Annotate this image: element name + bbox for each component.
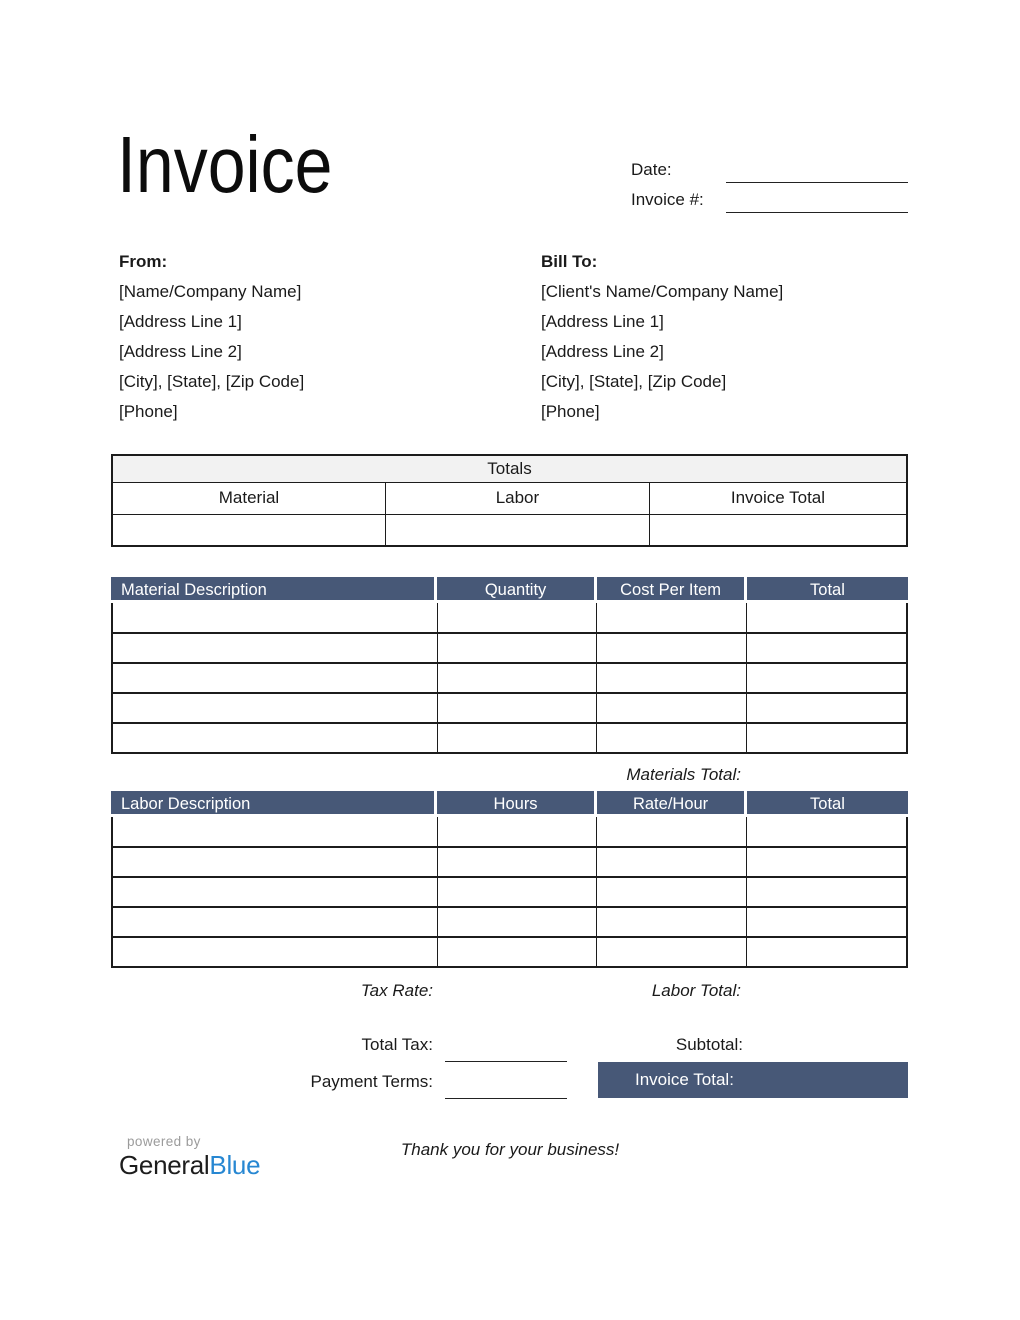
table-cell <box>746 817 907 847</box>
bill-to-line: [Address Line 1] <box>541 312 664 331</box>
table-cell <box>597 907 746 937</box>
table-cell <box>597 633 746 663</box>
from-line: [Address Line 2] <box>119 342 242 361</box>
table-cell <box>112 877 437 907</box>
totals-value-labor <box>385 514 649 546</box>
invoice-total-bar <box>598 1062 908 1098</box>
from-line: [City], [State], [Zip Code] <box>119 372 305 391</box>
totals-table <box>111 454 908 547</box>
total-tax-line <box>445 1061 567 1062</box>
table-cell <box>437 663 597 693</box>
table-cell <box>437 723 597 753</box>
bill-to-heading: Bill To: <box>541 252 598 271</box>
bill-to-line: [Address Line 2] <box>541 342 664 361</box>
table-cell <box>112 847 437 877</box>
table-cell <box>597 663 746 693</box>
table-cell <box>112 817 437 847</box>
totals-column-invoice-total: Invoice Total <box>649 482 907 514</box>
table-cell <box>437 693 597 723</box>
labor-header-description: Labor Description <box>111 791 437 814</box>
table-cell <box>112 723 437 753</box>
labor-total-label: Labor Total: <box>651 981 741 1000</box>
totals-value-material <box>112 514 385 546</box>
table-cell <box>437 633 597 663</box>
table-cell <box>597 817 746 847</box>
table-cell <box>437 847 597 877</box>
materials-header-description: Material Description <box>111 577 437 600</box>
table-row <box>112 723 907 753</box>
labor-header-total: Total <box>810 795 845 813</box>
powered-by-text: powered by <box>127 1134 201 1149</box>
table-cell <box>597 847 746 877</box>
materials-header-cost-per-item: Cost Per Item <box>597 577 747 600</box>
from-line: [Name/Company Name] <box>119 282 302 301</box>
table-row <box>112 877 907 907</box>
table-cell <box>597 877 746 907</box>
table-cell <box>112 663 437 693</box>
date-line <box>726 182 908 183</box>
table-cell <box>112 603 437 633</box>
table-cell <box>597 603 746 633</box>
table-cell <box>437 907 597 937</box>
table-cell <box>746 877 907 907</box>
thank-you-text: Thank you for your business! <box>400 1140 620 1159</box>
invoice-number-label: Invoice #: <box>631 190 704 209</box>
labor-header-rate-per-hour: Rate/Hour <box>597 791 747 814</box>
brand-general: General <box>119 1150 210 1180</box>
table-row <box>112 633 907 663</box>
date-label: Date: <box>631 160 672 179</box>
table-row <box>112 663 907 693</box>
payment-terms-line <box>445 1098 567 1099</box>
labor-table-header <box>111 791 908 817</box>
bill-to-line: [Client's Name/Company Name] <box>541 282 784 301</box>
table-row <box>112 847 907 877</box>
table-cell <box>597 937 746 967</box>
table-cell <box>597 693 746 723</box>
table-cell <box>112 937 437 967</box>
total-tax-label: Total Tax: <box>361 1035 433 1054</box>
bill-to-section <box>541 247 783 427</box>
labor-table <box>111 791 908 968</box>
totals-value-invoice-total <box>649 514 907 546</box>
labor-header-hours: Hours <box>437 791 597 814</box>
invoice-number-line <box>726 212 908 213</box>
totals-column-labor: Labor <box>385 482 649 514</box>
table-cell <box>746 847 907 877</box>
table-cell <box>746 723 907 753</box>
table-cell <box>746 633 907 663</box>
table-cell <box>746 693 907 723</box>
table-cell <box>112 693 437 723</box>
table-cell <box>597 723 746 753</box>
table-row <box>112 937 907 967</box>
invoice-total-label: Invoice Total: <box>635 1070 734 1089</box>
table-row <box>112 603 907 633</box>
bill-to-line: [City], [State], [Zip Code] <box>541 372 727 391</box>
materials-table-header <box>111 577 908 603</box>
from-line: [Phone] <box>119 402 178 421</box>
totals-column-material: Material <box>112 482 385 514</box>
materials-header-total: Total <box>810 581 845 599</box>
table-cell <box>746 937 907 967</box>
table-cell <box>746 603 907 633</box>
table-cell <box>437 603 597 633</box>
brand-blue: Blue <box>209 1150 261 1180</box>
table-row <box>112 817 907 847</box>
table-cell <box>437 877 597 907</box>
subtotal-label: Subtotal: <box>675 1035 743 1054</box>
page-title: Invoice <box>117 120 333 209</box>
table-cell <box>746 663 907 693</box>
bill-to-line: [Phone] <box>541 402 600 421</box>
from-section <box>119 247 304 427</box>
from-line: [Address Line 1] <box>119 312 242 331</box>
materials-table <box>111 577 908 754</box>
totals-title: Totals <box>112 455 907 482</box>
payment-terms-label: Payment Terms: <box>310 1072 433 1091</box>
table-cell <box>112 907 437 937</box>
table-cell <box>437 817 597 847</box>
table-cell <box>112 633 437 663</box>
table-row <box>112 907 907 937</box>
table-row <box>112 693 907 723</box>
tax-rate-label: Tax Rate: <box>360 981 433 1000</box>
materials-header-quantity: Quantity <box>437 577 597 600</box>
table-cell <box>437 937 597 967</box>
from-heading: From: <box>119 252 168 271</box>
materials-total-label: Materials Total: <box>626 765 741 784</box>
table-cell <box>746 907 907 937</box>
